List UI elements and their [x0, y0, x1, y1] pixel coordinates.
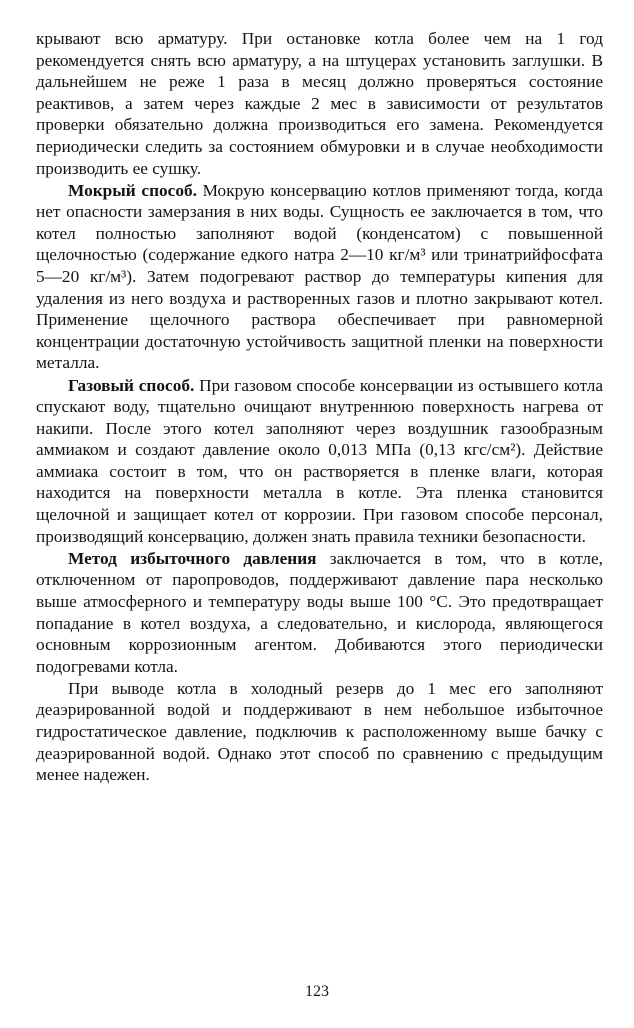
paragraph-excess-pressure	[36, 548, 603, 678]
paragraph-reagent-check: крывают всю арматуру. При остановке котла более чем на 1 год рекомендуется снять всю арматуру, а на штуцерах установить заглушки. В дальнейшем не реже 1 раза в месяц должно проверяться состояние реактивов, а затем через каждые 2 мес в зависимости от результатов проверки обязательно должна производиться его замена. Рекомендуется периодически следить за состоянием обмуровки и в случае необходимости производить ее сушку.	[36, 29, 603, 178]
body-wet-method: Мокрую консервацию котлов применяют тогда, когда нет опасности замерзания в них воды. Сущность ее заключается в том, что котел полностью заполняют водой (конденсатом) с повышенной щелочностью (содержание едкого натра 2—10 кг/м³ или тринатрийфосфата 5—20 кг/м³). Затем подогревают раствор до температуры кипения для удаления из него воздуха и растворенных газов и плотно закрывают котел. Применение щелочного раствора обеспечивает при равномерной концентрации достаточную устойчивость защитной пленки на поверхности металла.	[36, 180, 603, 373]
body-excess-pressure: заключается в том, что в котле, отключенном от паропроводов, поддерживают давление пара несколько выше атмосферного и температуру воды выше 100 °С. Это предотвращает попадание в котел воздуха, а следовательно, и кислорода, являющегося основным коррозионным агентом. Добиваются этого периодически подогревами котла.	[36, 548, 603, 676]
page-number: 123	[305, 983, 329, 1000]
heading-gas-method: Газовый способ.	[68, 375, 195, 395]
paragraph-gas-method	[36, 375, 603, 548]
heading-wet-method: Мокрый способ.	[68, 180, 197, 200]
paragraph-cold-reserve: При выводе котла в холодный резерв до 1 мес его заполняют деаэрированной водой и поддерживают в нем небольшое избыточное гидростатическое давление, подключив к расположенному выше бачку с деаэрированной водой. Однако этот способ по сравнению с предыдущим менее надежен.	[36, 678, 603, 785]
heading-excess-pressure: Метод избыточного давления	[68, 548, 317, 568]
paragraph-wet-method	[36, 180, 603, 374]
page-text	[36, 28, 603, 786]
body-gas-method: При газовом способе консервации из остывшего котла спускают воду, тщательно очищают внутреннюю поверхность нагрева от накипи. После этого котел заполняют через воздушник газообразным аммиаком и создают давление около 0,013 МПа (0,13 кгс/см²). Действие аммиака состоит в том, что он растворяется в пленке влаги, которая находится на поверхности металла в котле. Эта пленка становится щелочной и защищает котел от коррозии. При газовом способе персонал, производящий консервацию, должен знать правила техники безопасности.	[36, 375, 604, 546]
